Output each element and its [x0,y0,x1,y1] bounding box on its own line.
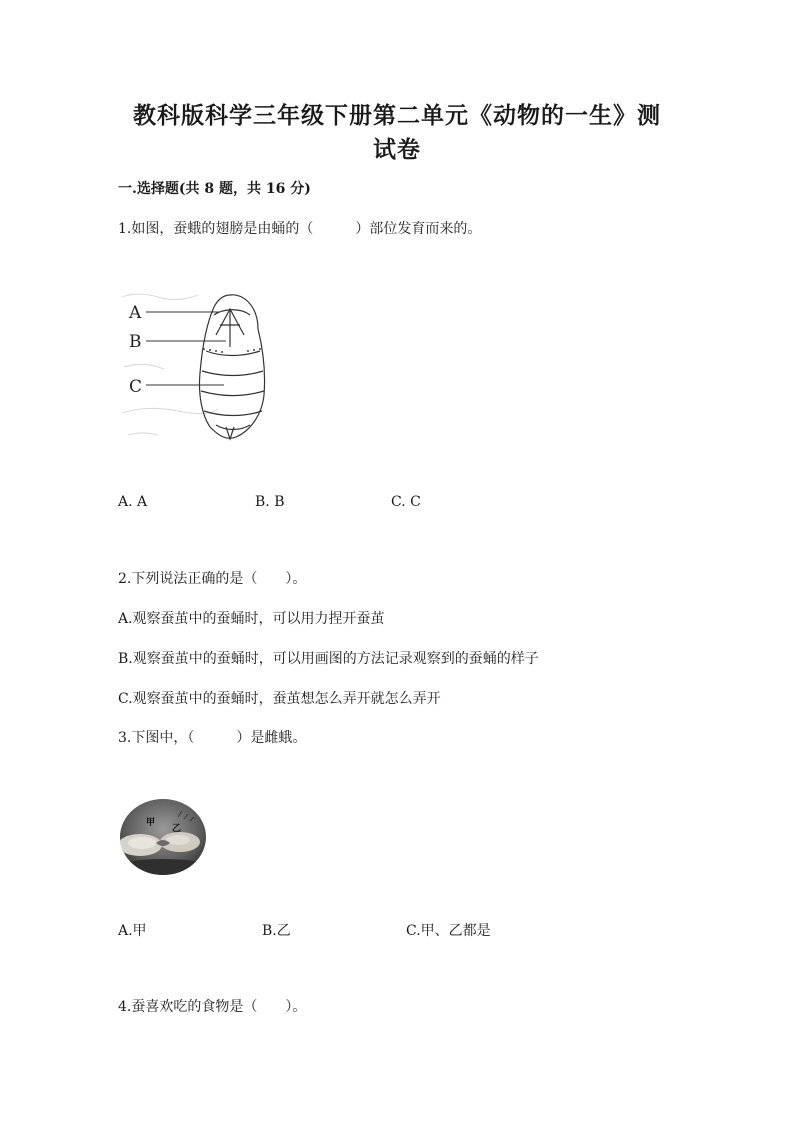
moths-photo-icon [118,797,208,877]
question-2-stem: 2.下列说法正确的是（ ）。 [118,571,307,587]
section-heading: 一.选择题(共 8 题，共 16 分) [118,181,311,197]
moth-label-jia: 甲 [146,818,156,828]
figure-label-a: A [129,303,142,323]
question-3-option-a: A.甲 [118,923,147,939]
question-3-option-c: C.甲、乙都是 [406,923,491,939]
figure-label-c: C [129,377,143,397]
question-3-stem: 3.下图中，（ ）是雌蛾。 [118,730,307,746]
question-4-stem: 4.蚕喜欢吃的食物是（ ）。 [118,999,307,1015]
question-1-option-a: A. A [118,494,148,510]
question-1-option-b: B. B [255,494,285,510]
moth-label-yi: 乙 [172,824,182,834]
question-2-option-c: C.观察蚕茧中的蚕蛹时，蚕茧想怎么弄开就怎么弄开 [118,691,441,707]
figure-label-b: B [129,332,142,352]
question-2-option-a: A.观察蚕茧中的蚕蛹时，可以用力捏开蚕茧 [118,611,385,627]
question-2-option-b: B.观察蚕茧中的蚕蛹时，可以用画图的方法记录观察到的蚕蛹的样子 [118,651,539,667]
silkworm-pupa-diagram-icon [118,285,278,450]
page-title-line-2: 试卷 [373,136,421,163]
question-3-option-b: B.乙 [262,923,291,939]
page-title-line-1: 教科版科学三年级下册第二单元《动物的一生》测 [133,102,661,129]
question-1-stem: 1.如图，蚕蛾的翅膀是由蛹的（ ）部位发育而来的。 [118,221,482,237]
question-1-option-c: C. C [391,494,421,510]
